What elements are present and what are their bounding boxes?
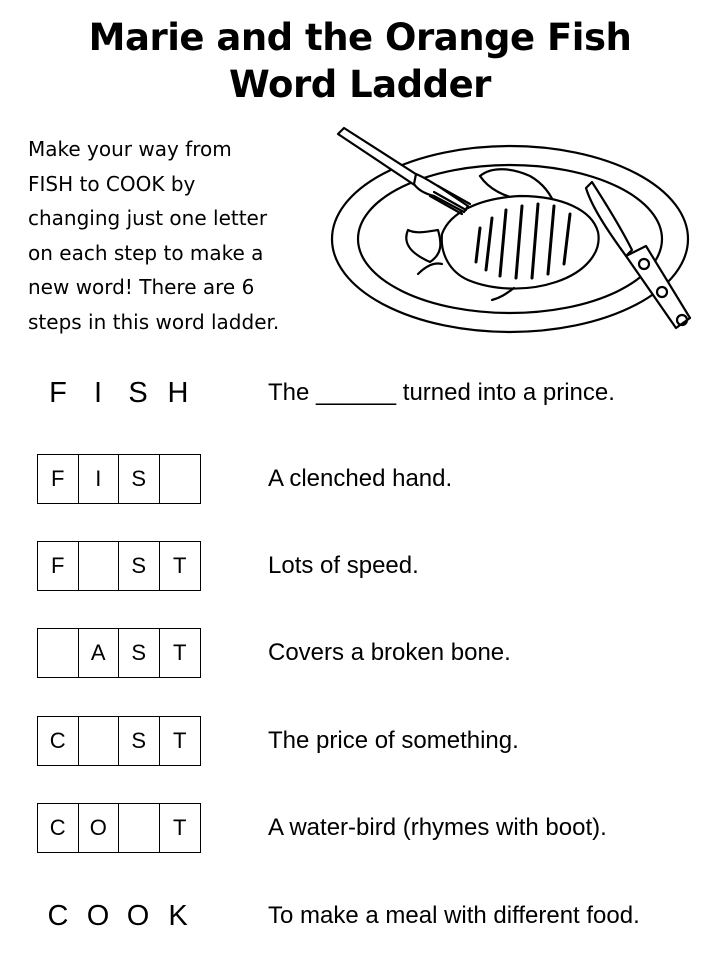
letter-box: A — [79, 629, 120, 677]
letter-boxes — [37, 716, 201, 766]
instructions — [28, 132, 328, 339]
letter-box[interactable] — [160, 455, 201, 503]
instruction-line: FISH to COOK by — [28, 171, 196, 196]
letter-boxes — [37, 803, 201, 853]
letter-box: O — [79, 804, 120, 852]
worksheet-subtitle: Word Ladder — [229, 63, 491, 106]
ladder-row-4 — [0, 628, 720, 678]
word-start — [38, 368, 202, 418]
ladder-row-5 — [0, 716, 720, 766]
instruction-line: changing just one letter — [28, 206, 268, 230]
letter-box: I — [79, 455, 120, 503]
letter-box: F — [38, 455, 79, 503]
clue-text: Covers a broken bone. — [268, 639, 511, 666]
letter-cell: O — [86, 899, 110, 932]
clue-text: The price of something. — [268, 727, 519, 754]
letter-box: S — [119, 717, 160, 765]
letter-box[interactable] — [38, 629, 79, 677]
ladder-row-1 — [0, 368, 720, 418]
letter-boxes — [37, 541, 201, 591]
letter-box: T — [173, 640, 187, 665]
letter-box: T — [173, 553, 187, 578]
clue-text: Lots of speed. — [268, 552, 419, 579]
letter-cell: C — [47, 899, 69, 932]
letter-box: C — [38, 717, 79, 765]
clue-text: To make a meal with different food. — [268, 902, 640, 929]
letter-cell: K — [168, 899, 188, 932]
instruction-line: Make your way from — [28, 137, 232, 161]
letter-box[interactable] — [79, 717, 120, 765]
clue-text: A clenched hand. — [268, 465, 453, 492]
ladder-row-3 — [0, 541, 720, 591]
clue-text: A water-bird (rhymes with boot). — [268, 814, 607, 841]
letter-box: S — [119, 542, 160, 590]
letter-box: T — [173, 728, 187, 753]
ladder-row-6 — [0, 803, 720, 853]
letter-cell: O — [126, 899, 150, 932]
instruction-line: new word! There are 6 — [28, 275, 255, 299]
letter-cell: I — [93, 376, 103, 409]
letter-box[interactable] — [79, 542, 120, 590]
letter-box: F — [38, 542, 79, 590]
instruction-line: on each step to make a — [28, 240, 264, 265]
instruction-line: steps in this word ladder. — [28, 309, 280, 334]
letter-box: T — [173, 815, 187, 840]
plate-with-fish-icon — [330, 122, 700, 342]
ladder-row-7 — [0, 891, 720, 941]
word-end — [38, 891, 202, 941]
letter-boxes — [37, 454, 201, 504]
worksheet-title: Marie and the Orange Fish — [88, 16, 632, 59]
letter-box: S — [119, 455, 160, 503]
clue-text: The ______ turned into a prince. — [268, 379, 615, 406]
letter-box: C — [38, 804, 79, 852]
letter-cell: H — [167, 376, 189, 409]
letter-cell: F — [49, 376, 67, 409]
letter-cell: S — [128, 376, 148, 409]
letter-boxes — [37, 628, 201, 678]
ladder-row-2 — [0, 454, 720, 504]
letter-box: S — [119, 629, 160, 677]
letter-box[interactable] — [119, 804, 160, 852]
